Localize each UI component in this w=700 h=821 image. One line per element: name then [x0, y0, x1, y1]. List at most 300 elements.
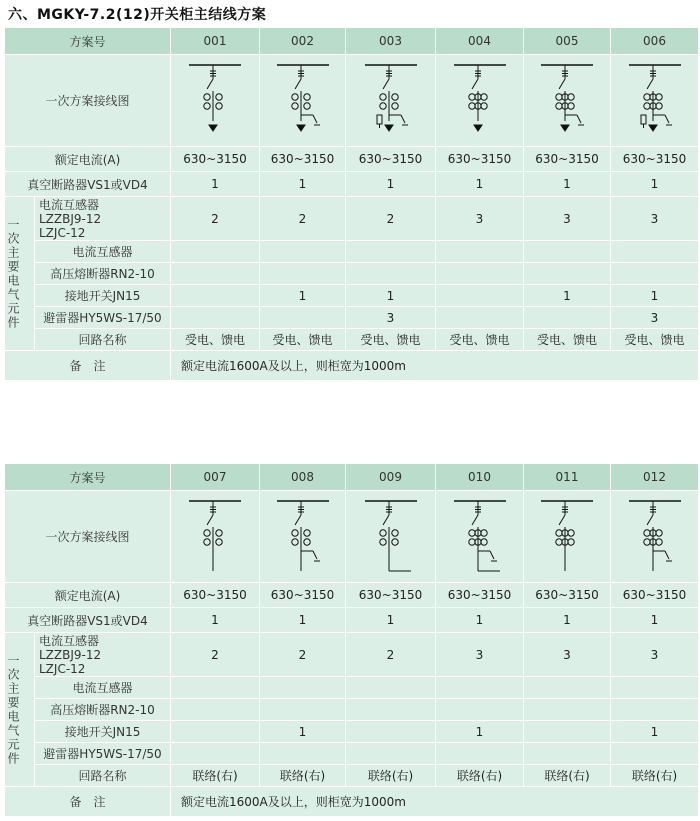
cell-no-text: 004 — [468, 34, 491, 48]
cell-circuit — [436, 765, 524, 787]
diagram-cell — [171, 55, 260, 147]
cell-ct2 — [436, 241, 524, 263]
cell-earth-text: 1 — [650, 724, 659, 739]
cell-arrester — [260, 743, 346, 765]
cell-ct-text: 3 — [563, 647, 571, 662]
cell-no-text: 007 — [203, 470, 227, 484]
cell-circuit-text: 受电、馈电 — [184, 333, 245, 347]
ct-icon — [291, 102, 297, 108]
row-label-ct2-text: 电流互感器 — [72, 681, 133, 695]
cell-ct — [171, 197, 260, 241]
cell-ct-text: 2 — [298, 211, 307, 226]
ct-icon — [556, 538, 562, 544]
side-label-cell — [5, 633, 35, 787]
cell-circuit-text: 受电、馈电 — [272, 333, 333, 347]
cell-ct2 — [436, 677, 524, 699]
ct-icon — [655, 93, 661, 99]
cell-current — [611, 583, 699, 608]
ct-icon — [303, 93, 309, 99]
cell-fuse — [611, 263, 699, 285]
cell-current — [524, 583, 611, 608]
cell-earth — [436, 285, 524, 307]
diagram-cell — [346, 55, 436, 147]
row-label-circuit-text: 回路名称 — [78, 333, 127, 347]
cell-arrester-text: 3 — [386, 310, 395, 325]
cell-circuit-text: 受电、馈电 — [360, 333, 421, 347]
single-line-diagram-009 — [361, 497, 421, 577]
scheme-table-2 — [4, 463, 699, 817]
earth-blade — [313, 551, 317, 559]
table-row — [5, 285, 699, 307]
ct-icon — [480, 102, 486, 108]
cell-current — [346, 147, 436, 172]
earth-blade — [401, 115, 405, 123]
table-row — [5, 55, 699, 147]
cell-current-text: 630~3150 — [622, 152, 687, 166]
breaker-blade — [383, 79, 389, 89]
cell-arrester — [436, 307, 524, 329]
cell-earth — [524, 721, 611, 743]
cell-ct — [611, 633, 699, 677]
table-row — [5, 241, 699, 263]
cell-current — [436, 583, 524, 608]
earth-blade — [577, 115, 581, 123]
cell-ct2 — [171, 677, 260, 699]
breaker-blade — [559, 79, 565, 89]
cell-current-text: 630~3150 — [358, 152, 423, 166]
ct-icon — [379, 538, 385, 544]
cell-ct2 — [260, 241, 346, 263]
table-row — [5, 28, 699, 55]
remark-cell — [171, 787, 699, 817]
cell-current-text: 630~3150 — [622, 588, 687, 602]
cell-arrester — [171, 307, 260, 329]
row-label-no-text: 方案号 — [69, 34, 106, 49]
diagram-cell — [611, 55, 699, 147]
cell-circuit — [611, 329, 699, 351]
single-line-diagram-006 — [625, 61, 685, 141]
row-label-breaker-text: 真空断路器VS1或VD4 — [27, 613, 148, 628]
ct-icon — [568, 93, 574, 99]
ct-icon — [468, 93, 474, 99]
cell-ct2 — [171, 241, 260, 263]
cell-breaker — [611, 172, 699, 197]
cell-no — [524, 28, 611, 55]
cell-fuse — [171, 699, 260, 721]
cell-ct — [346, 197, 436, 241]
cable-terminal-icon — [297, 125, 305, 131]
row-label-ct2 — [35, 241, 171, 263]
cell-breaker-text: 1 — [211, 177, 219, 191]
ct-icon — [216, 529, 222, 535]
cell-current-text: 630~3150 — [183, 152, 247, 166]
cell-fuse — [260, 699, 346, 721]
cell-ct-text: 3 — [563, 211, 571, 226]
ct-icon — [379, 93, 385, 99]
breaker-blade — [383, 515, 389, 525]
ct-icon — [655, 538, 661, 544]
cell-circuit-text: 联络(右) — [631, 769, 678, 783]
cell-no-text: 001 — [203, 34, 227, 48]
cell-fuse — [346, 263, 436, 285]
cell-breaker — [524, 608, 611, 633]
row-label-current — [5, 583, 171, 608]
cell-no — [524, 464, 611, 491]
table-row — [5, 147, 699, 172]
ct-icon — [480, 538, 486, 544]
ct-icon — [468, 529, 474, 535]
cell-breaker-text: 1 — [298, 177, 307, 191]
cell-fuse — [611, 699, 699, 721]
cell-earth — [260, 285, 346, 307]
row-label-ct2-text: 电流互感器 — [72, 245, 133, 259]
row-label-current-text: 额定电流(A) — [54, 588, 121, 603]
cell-current-text: 630~3150 — [535, 152, 599, 166]
ct-icon — [216, 93, 222, 99]
cell-breaker — [611, 608, 699, 633]
single-line-diagram-010 — [450, 497, 510, 577]
remark-cell-text: 额定电流1600A及以上，则柜宽为1000m — [181, 795, 406, 809]
cell-current — [171, 583, 260, 608]
ct-icon — [204, 529, 210, 535]
cell-breaker — [260, 608, 346, 633]
row-label-diagram — [5, 491, 171, 583]
ct-icon — [480, 93, 486, 99]
row-label-ct-text: 电流互感器 LZZBJ9-12 LZJC-12 — [39, 633, 102, 676]
cell-ct-text: 3 — [650, 647, 659, 662]
breaker-blade — [295, 79, 301, 89]
cell-breaker-text: 1 — [386, 613, 395, 627]
cell-ct2 — [524, 677, 611, 699]
cell-fuse — [436, 699, 524, 721]
row-label-fuse — [35, 699, 171, 721]
row-label-ct — [35, 633, 171, 677]
row-label-no — [5, 28, 171, 55]
row-label-breaker — [5, 608, 171, 633]
cell-earth — [611, 721, 699, 743]
cell-circuit-text: 受电、馈电 — [624, 333, 685, 347]
cell-earth — [346, 285, 436, 307]
cell-arrester — [611, 743, 699, 765]
ct-icon — [391, 102, 397, 108]
cell-earth — [611, 285, 699, 307]
cell-ct-text: 2 — [298, 647, 307, 662]
ct-icon — [643, 93, 649, 99]
cell-breaker — [171, 608, 260, 633]
single-line-diagram-001 — [185, 61, 245, 141]
cell-earth — [346, 721, 436, 743]
side-label-cell — [5, 197, 35, 351]
cell-no-text: 012 — [643, 470, 666, 484]
cell-current-text: 630~3150 — [183, 588, 247, 602]
cell-circuit — [171, 765, 260, 787]
cell-fuse — [260, 263, 346, 285]
diagram-cell — [171, 491, 260, 583]
ct-icon — [391, 93, 397, 99]
cell-circuit-text: 联络(右) — [367, 769, 414, 783]
cell-ct — [611, 197, 699, 241]
table-row — [5, 491, 699, 583]
cell-breaker-text: 1 — [386, 177, 395, 191]
cell-ct2 — [524, 241, 611, 263]
cell-ct — [524, 633, 611, 677]
cell-current-text: 630~3150 — [270, 152, 335, 166]
row-label-earth-text: 接地开关JN15 — [64, 725, 141, 739]
ct-icon — [303, 538, 309, 544]
ct-icon — [655, 102, 661, 108]
cell-current — [260, 147, 346, 172]
cell-no — [260, 28, 346, 55]
cell-earth — [171, 285, 260, 307]
cell-no-text: 011 — [555, 470, 579, 484]
breaker-blade — [647, 79, 653, 89]
cell-ct-text: 3 — [650, 211, 659, 226]
ct-icon — [204, 538, 210, 544]
ct-icon — [291, 529, 297, 535]
cell-breaker — [346, 608, 436, 633]
cell-current — [524, 147, 611, 172]
diagram-cell — [611, 491, 699, 583]
cell-ct2 — [346, 241, 436, 263]
cell-circuit — [171, 329, 260, 351]
cell-current-text: 630~3150 — [270, 588, 335, 602]
table-row — [5, 677, 699, 699]
row-label-earth — [35, 285, 171, 307]
cell-no — [436, 28, 524, 55]
row-label-diagram-text: 一次方案接线图 — [45, 530, 130, 544]
row-label-current-text: 额定电流(A) — [54, 152, 121, 167]
cell-no-text: 006 — [643, 34, 666, 48]
cell-earth-text: 1 — [386, 288, 395, 303]
cell-circuit-text: 受电、馈电 — [449, 333, 510, 347]
cell-current — [436, 147, 524, 172]
row-label-arrester-text: 避雷器HY5WS-17/50 — [43, 747, 162, 761]
row-label-circuit — [35, 329, 171, 351]
cell-no-text: 010 — [468, 470, 491, 484]
single-line-diagram-012 — [625, 497, 685, 577]
row-label-remark — [5, 351, 171, 381]
cell-circuit — [346, 765, 436, 787]
row-label-breaker-text: 真空断路器VS1或VD4 — [27, 177, 148, 192]
side-label: 一次主要电气元件 — [6, 653, 20, 766]
table-row — [5, 329, 699, 351]
cell-breaker — [346, 172, 436, 197]
ct-icon — [291, 93, 297, 99]
ct-icon — [568, 102, 574, 108]
ct-icon — [391, 529, 397, 535]
cell-ct-text: 2 — [211, 647, 219, 662]
side-label: 一次主要电气元件 — [6, 217, 20, 330]
breaker-blade — [472, 79, 478, 89]
single-line-diagram-005 — [537, 61, 597, 141]
cable-terminal-icon — [649, 125, 657, 131]
cell-arrester-text: 3 — [650, 310, 659, 325]
remark-cell-text: 额定电流1600A及以上，则柜宽为1000m — [181, 359, 406, 373]
cell-earth — [436, 721, 524, 743]
breaker-blade — [559, 515, 565, 525]
cell-earth-text: 1 — [298, 288, 307, 303]
row-label-remark — [5, 787, 171, 817]
cell-ct-text: 2 — [211, 211, 219, 226]
cell-no-text: 002 — [291, 34, 314, 48]
ct-icon — [291, 538, 297, 544]
arrester-icon — [641, 115, 646, 124]
table-row — [5, 307, 699, 329]
cell-circuit — [260, 765, 346, 787]
cable-terminal-icon — [474, 125, 482, 131]
cell-breaker-text: 1 — [563, 613, 571, 627]
cell-fuse — [346, 699, 436, 721]
ct-icon — [204, 93, 210, 99]
row-label-arrester — [35, 307, 171, 329]
cell-breaker-text: 1 — [475, 613, 484, 627]
row-label-earth-text: 接地开关JN15 — [64, 289, 141, 303]
cell-no — [171, 464, 260, 491]
cell-no — [171, 28, 260, 55]
cable-terminal-icon — [385, 125, 393, 131]
cell-circuit — [346, 329, 436, 351]
table-row — [5, 197, 699, 241]
row-label-breaker — [5, 172, 171, 197]
row-label-fuse-text: 高压熔断器RN2-10 — [50, 267, 155, 281]
remark-cell — [171, 351, 699, 381]
page-title: 六、MGKY-7.2(12)开关柜主结线方案 — [8, 7, 267, 23]
table-row — [5, 699, 699, 721]
ct-icon — [556, 102, 562, 108]
diagram-cell — [346, 491, 436, 583]
cell-circuit — [524, 765, 611, 787]
cell-no-text: 009 — [379, 470, 402, 484]
cell-earth — [524, 285, 611, 307]
cell-ct — [171, 633, 260, 677]
row-label-no — [5, 464, 171, 491]
cell-no — [436, 464, 524, 491]
row-label-current — [5, 147, 171, 172]
cell-ct2 — [611, 677, 699, 699]
breaker-blade — [472, 515, 478, 525]
cell-arrester — [346, 307, 436, 329]
ct-icon — [556, 93, 562, 99]
ct-icon — [480, 529, 486, 535]
row-label-diagram-text: 一次方案接线图 — [45, 94, 130, 108]
cell-breaker-text: 1 — [650, 177, 659, 191]
cell-circuit-text: 联络(右) — [456, 769, 503, 783]
cell-ct — [524, 197, 611, 241]
row-label-remark-text: 备 注 — [69, 795, 106, 809]
single-line-diagram-002 — [273, 61, 333, 141]
table-row — [5, 583, 699, 608]
ct-icon — [303, 529, 309, 535]
single-line-diagram-003 — [361, 61, 421, 141]
breaker-blade — [647, 515, 653, 525]
cell-breaker-text: 1 — [475, 177, 484, 191]
breaker-blade — [295, 515, 301, 525]
ct-icon — [216, 538, 222, 544]
cell-current — [346, 583, 436, 608]
cell-fuse — [436, 263, 524, 285]
cable-terminal-icon — [561, 125, 569, 131]
table-row — [5, 263, 699, 285]
cell-breaker — [524, 172, 611, 197]
cell-ct-text: 3 — [475, 211, 484, 226]
cell-earth-text: 1 — [298, 724, 307, 739]
cell-ct-text: 3 — [475, 647, 484, 662]
row-label-remark-text: 备 注 — [69, 359, 106, 373]
table-row — [5, 351, 699, 381]
diagram-cell — [524, 491, 611, 583]
cell-ct — [436, 197, 524, 241]
table-row — [5, 787, 699, 817]
ct-icon — [556, 529, 562, 535]
cell-breaker-text: 1 — [563, 177, 571, 191]
ct-icon — [568, 529, 574, 535]
cell-earth-text: 1 — [475, 724, 484, 739]
cell-no — [260, 464, 346, 491]
cell-fuse — [171, 263, 260, 285]
cell-earth-text: 1 — [563, 288, 571, 303]
table-row — [5, 464, 699, 491]
cell-ct-text: 2 — [386, 647, 395, 662]
row-label-arrester — [35, 743, 171, 765]
cell-breaker-text: 1 — [298, 613, 307, 627]
single-line-diagram-007 — [185, 497, 245, 577]
single-line-diagram-011 — [537, 497, 597, 577]
cell-breaker-text: 1 — [650, 613, 659, 627]
table-row — [5, 608, 699, 633]
cell-arrester — [524, 743, 611, 765]
cell-current-text: 630~3150 — [447, 588, 512, 602]
arrester-icon — [377, 115, 382, 124]
cell-no — [346, 464, 436, 491]
ct-icon — [655, 529, 661, 535]
row-label-circuit — [35, 765, 171, 787]
cell-circuit-text: 联络(右) — [544, 769, 590, 783]
cell-ct-text: 2 — [386, 211, 395, 226]
cell-circuit-text: 受电、馈电 — [536, 333, 597, 347]
earth-blade — [490, 551, 494, 559]
breaker-blade — [207, 79, 213, 89]
single-line-diagram-004 — [450, 61, 510, 141]
ct-icon — [643, 538, 649, 544]
row-label-earth — [35, 721, 171, 743]
cell-current — [260, 583, 346, 608]
cell-arrester — [611, 307, 699, 329]
cell-no-text: 005 — [555, 34, 579, 48]
cell-breaker — [436, 608, 524, 633]
table-row — [5, 765, 699, 787]
cell-current — [171, 147, 260, 172]
cell-current-text: 630~3150 — [447, 152, 512, 166]
diagram-cell — [260, 491, 346, 583]
scheme-table-1 — [4, 27, 699, 381]
ct-icon — [468, 102, 474, 108]
cell-ct — [346, 633, 436, 677]
cell-fuse — [524, 263, 611, 285]
row-label-fuse-text: 高压熔断器RN2-10 — [50, 703, 155, 717]
ct-icon — [216, 102, 222, 108]
cell-no — [346, 28, 436, 55]
breaker-blade — [207, 515, 213, 525]
cell-arrester — [171, 743, 260, 765]
ct-icon — [643, 102, 649, 108]
cell-no — [611, 464, 699, 491]
row-label-no-text: 方案号 — [69, 470, 106, 485]
diagram-cell — [524, 55, 611, 147]
cell-circuit-text: 联络(右) — [279, 769, 326, 783]
cell-arrester — [260, 307, 346, 329]
table-row — [5, 743, 699, 765]
row-label-arrester-text: 避雷器HY5WS-17/50 — [43, 311, 162, 325]
